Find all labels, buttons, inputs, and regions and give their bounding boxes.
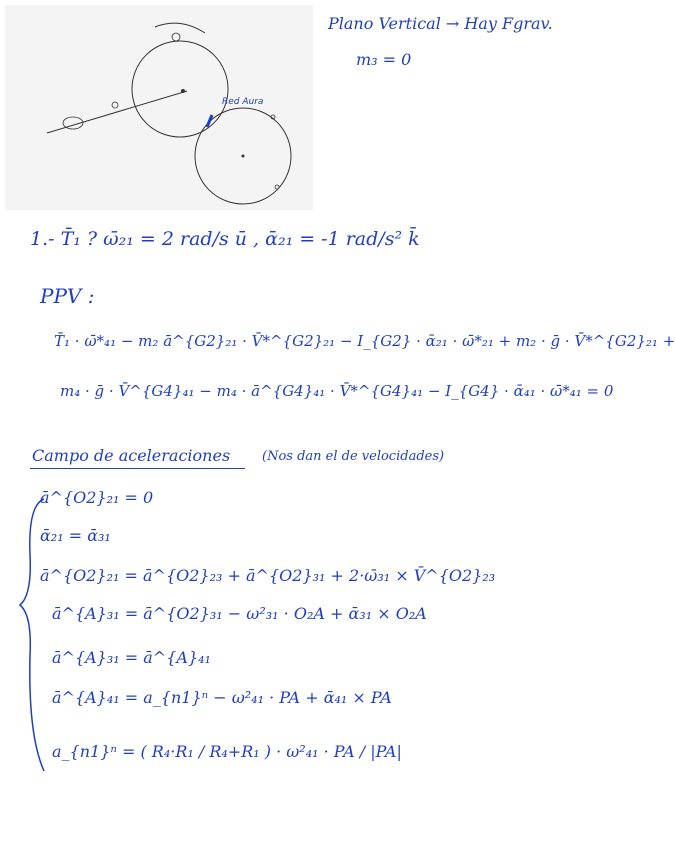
accel-eq-5: ā^{A}₃₁ = ā^{A}₄₁: [52, 648, 211, 667]
link-bar: [47, 91, 187, 133]
note-plano-vertical: Plano Vertical → Hay Fgrav.: [328, 14, 553, 33]
pin-top: [172, 33, 180, 41]
ppv-heading: PPV :: [40, 284, 95, 308]
upper-wheel: [132, 41, 228, 137]
accel-eq-6: ā^{A}₄₁ = a_{n1}ⁿ − ω²₄₁ · PA + ᾱ₄₁ × PA: [52, 688, 392, 707]
center-upper: [181, 89, 185, 93]
accel-note: (Nos dan el de velocidades): [262, 449, 445, 464]
accel-heading: Campo de aceleraciones: [32, 446, 231, 465]
accel-heading-underline: [30, 468, 245, 469]
rotation-arrow: [155, 23, 205, 33]
ppv-equation-line1: T̄₁ · ω̄*₄₁ − m₂ ā^{G2}₂₁ · V̄*^{G2}₂₁ − I_{G2} · ᾱ₂₁ · ω̄*₂₁ + m₂ · ḡ · V̄*^{G2}₂₁ +: [54, 332, 675, 350]
accel-eq-4: ā^{A}₃₁ = ā^{O2}₃₁ − ω²₃₁ · O₂A + ᾱ₃₁ × O₂A: [52, 604, 427, 623]
accel-eq-1: ā^{O2}₂₁ = 0: [40, 488, 154, 507]
section1-title: 1.- T̄₁ ? ω̄₂₁ = 2 rad/s ū , ᾱ₂₁ = -1 rad/s² k̄: [30, 228, 420, 250]
red-aura-label: Red Aura: [222, 97, 264, 107]
mechanism-diagram: [5, 5, 313, 210]
accel-eq-2: ᾱ₂₁ = ᾱ₃₁: [40, 526, 111, 545]
note-m3: m₃ = 0: [356, 50, 412, 69]
pin-mid: [112, 102, 118, 108]
pin-bottom: [275, 185, 279, 189]
mechanism-figure: [5, 5, 313, 210]
ppv-equation-line2: m₄ · ḡ · V̄^{G4}₄₁ − m₄ · ā^{G4}₄₁ · V̄*^{G4}₄₁ − I_{G4} · ᾱ₄₁ · ω̄*₄₁ = 0: [60, 382, 614, 400]
accel-eq-3: ā^{O2}₂₁ = ā^{O2}₂₃ + ā^{O2}₃₁ + 2·ω̄₃₁ × V̄^{O2}₂₃: [40, 566, 496, 585]
center-lower: [242, 155, 245, 158]
accel-eq-7: a_{n1}ⁿ = ( R₄·R₁ / R₄+R₁ ) · ω²₄₁ · PA / |PA|: [52, 742, 402, 761]
